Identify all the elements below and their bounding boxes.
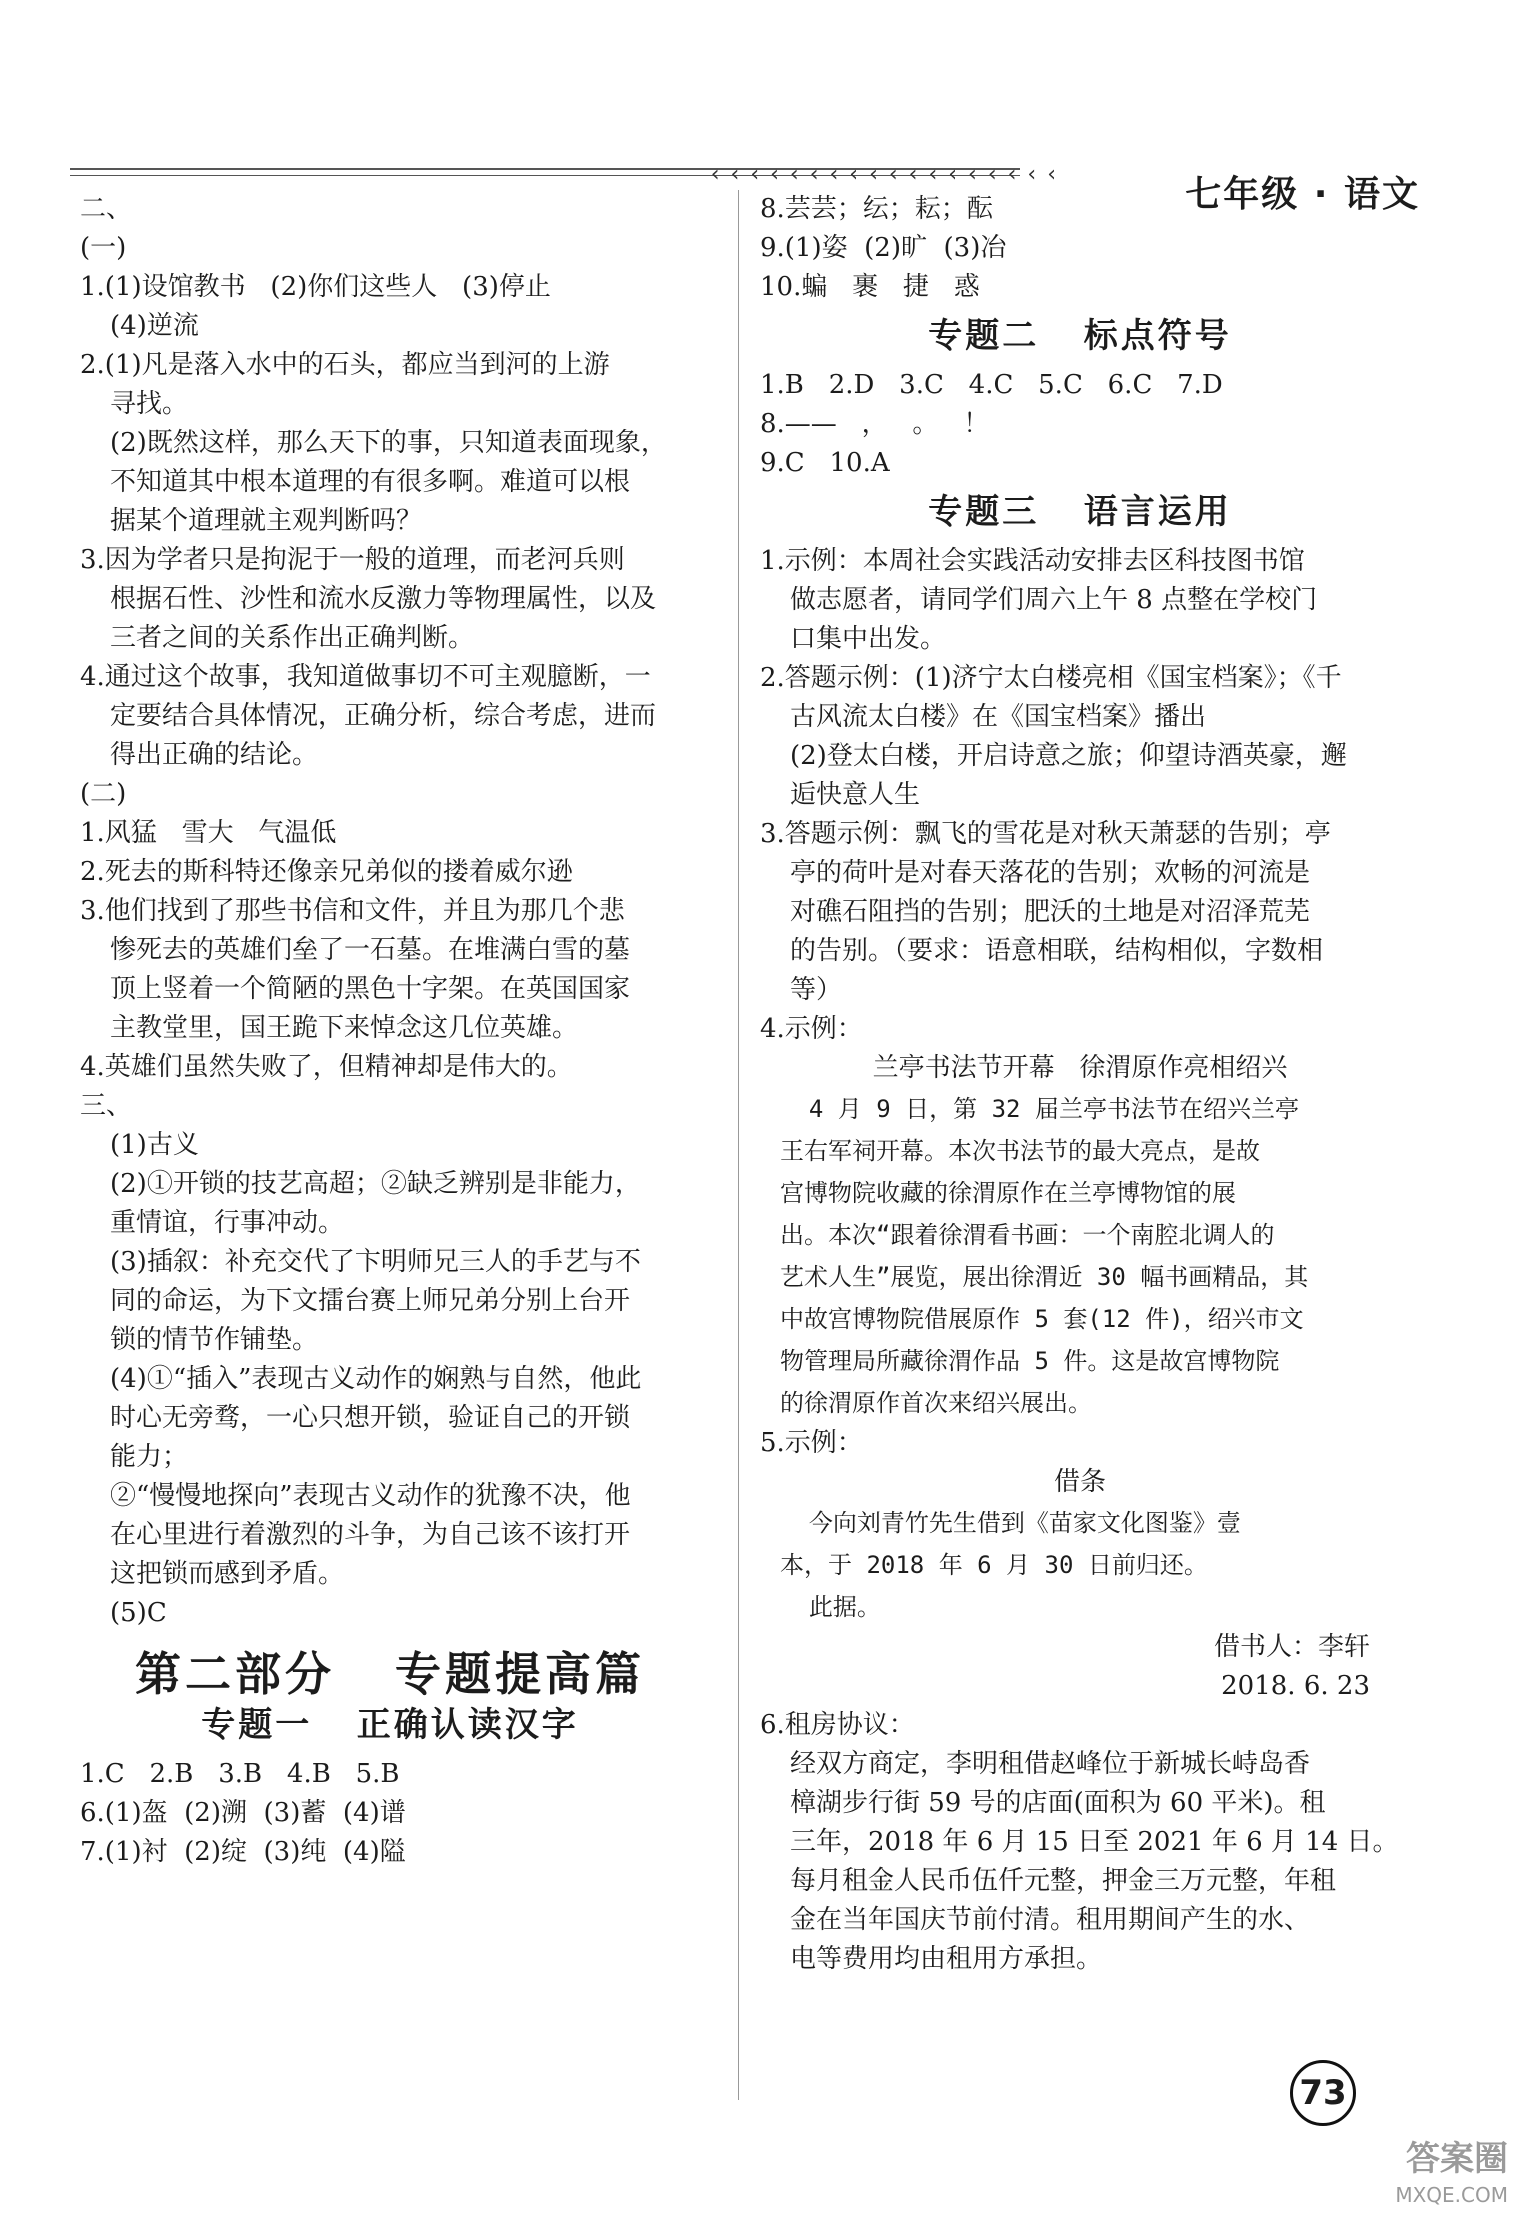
answer-line: 亭的荷叶是对春天落花的告别；欢畅的河流是 — [790, 858, 1311, 888]
answer-line: 3.因为学者只是拘泥于一般的道理，而老河兵则 — [80, 545, 625, 575]
answer-line: 的告别。（要求：语意相联，结构相似，字数相 — [790, 936, 1324, 966]
answer-line: (2)既然这样，那么天下的事，只知道表面现象， — [110, 428, 667, 458]
answer-line: 在心里进行着激烈的斗争，为自己该不该打开 — [110, 1520, 631, 1550]
answer-line: 锁的情节作铺垫。 — [110, 1325, 319, 1355]
answer-line: 不知道其中根本道理的有很多啊。难道可以根 — [110, 467, 631, 497]
news-line: 的徐渭原作首次来绍兴展出。 — [780, 1389, 1092, 1417]
watermark-url: MXQE.COM — [1395, 2183, 1508, 2207]
answer-line: 三年，2018 年 6 月 15 日至 2021 年 6 月 14 日。 — [790, 1827, 1399, 1857]
item-five-label: 5.示例： — [760, 1428, 863, 1458]
news-line: 出。本次“跟着徐渭看书画：一个南腔北调人的 — [780, 1221, 1275, 1249]
news-line: 中故宫博物院借展原作 5 套(12 件)，绍兴市文 — [780, 1305, 1304, 1333]
topic-three-heading: 专题三 语言运用 — [928, 492, 1232, 532]
answer-line: 9.(1)姿 (2)旷 (3)冶 — [760, 233, 1007, 263]
answer-line: 金在当年国庆节前付清。租用期间产生的水、 — [790, 1905, 1311, 1935]
answer-line: (1)古义 — [110, 1130, 199, 1160]
news-title: 兰亭书法节开幕 徐渭原作亮相绍兴 — [872, 1053, 1288, 1083]
answer-line: 能力； — [110, 1442, 189, 1472]
news-body — [760, 1088, 1400, 1424]
answer-line: ②“慢慢地探向”表现古义动作的犹豫不决，他 — [110, 1481, 631, 1511]
note-title: 借条 — [1053, 1467, 1106, 1497]
answer-line: (3)插叙：补充交代了卞明师兄三人的手艺与不 — [110, 1247, 641, 1277]
note-date: 2018. 6. 23 — [1221, 1671, 1370, 1701]
part-two-heading: 第二部分 专题提高篇 — [134, 1647, 646, 1701]
header-label: 七年级 · 语文 — [1185, 174, 1420, 215]
answer-line: (2)①开锁的技艺高超；②缺乏辨别是非能力， — [110, 1169, 641, 1199]
answer-line: 2.死去的斯科特还像亲兄弟似的搂着威尔逊 — [80, 857, 573, 887]
answer-line: 2.(1)凡是落入水中的石头，都应当到河的上游 — [80, 350, 610, 380]
answer-line: 6.(1)盔 (2)溯 (3)蓄 (4)谱 — [80, 1798, 406, 1828]
page-number-badge: 73 — [1290, 2060, 1356, 2126]
answer-line: 3.答题示例：飘飞的雪花是对秋天萧瑟的告别；亭 — [760, 819, 1331, 849]
answer-line: 时心无旁骛，一心只想开锁，验证自己的开锁 — [110, 1403, 631, 1433]
note-line: 此据。 — [780, 1593, 881, 1621]
answer-line: 1.(1)设馆教书 (2)你们这些人 (3)停止 — [80, 272, 551, 302]
answer-line: 据某个道理就主观判断吗？ — [110, 506, 423, 536]
answer-line: (5)C — [110, 1598, 167, 1628]
answer-line: (2)登太白楼，开启诗意之旅；仰望诗酒英豪，邂 — [790, 741, 1347, 771]
topic-one-heading: 专题一 正确认读汉字 — [201, 1705, 579, 1745]
item-six-answer — [760, 1706, 1400, 1979]
answer-line: 惨死去的英雄们垒了一石墓。在堆满白雪的墓 — [110, 935, 631, 965]
news-line: 4 月 9 日，第 32 届兰亭书法节在绍兴兰亭 — [780, 1095, 1299, 1123]
news-line: 宫博物院收藏的徐渭原作在兰亭博物馆的展 — [780, 1179, 1236, 1207]
answer-line: 8.—— ， 。 ！ — [760, 409, 990, 439]
topic-two-answers — [760, 366, 1400, 483]
answer-line: 8.芸芸；纭；耘；酝 — [760, 194, 993, 224]
right-column — [760, 190, 1400, 1979]
answer-line: 对礁石阻挡的告别；肥沃的土地是对沼泽荒芜 — [790, 897, 1311, 927]
answer-line: 4.示例： — [760, 1014, 863, 1044]
answer-line: 10.蝙 裹 捷 惑 — [760, 272, 980, 302]
answer-line: 寻找。 — [110, 389, 189, 419]
answer-line: 重情谊，行事冲动。 — [110, 1208, 345, 1238]
answer-line: 4.通过这个故事，我知道做事切不可主观臆断，一 — [80, 662, 651, 692]
topic-three-answers — [760, 542, 1400, 1049]
column-divider — [738, 190, 739, 2100]
answer-line: 9.C 10.A — [760, 448, 890, 478]
answer-line: 4.英雄们虽然失败了，但精神却是伟大的。 — [80, 1052, 573, 1082]
note-signer: 借书人：李轩 — [1213, 1632, 1370, 1662]
answer-line: (一) — [80, 233, 127, 263]
answer-line: 顶上竖着一个简陋的黑色十字架。在英国国家 — [110, 974, 631, 1004]
news-line: 物管理局所藏徐渭作品 5 件。这是故宫博物院 — [780, 1347, 1280, 1375]
answers-part-one — [80, 190, 700, 1633]
news-line: 艺术人生”展览，展出徐渭近 30 幅书画精品，其 — [780, 1263, 1309, 1291]
answer-line: 口集中出发。 — [790, 624, 947, 654]
answer-line: 逅快意人生 — [790, 780, 921, 810]
answer-line: 6.租房协议： — [760, 1710, 915, 1740]
watermark — [1395, 2141, 1508, 2213]
answer-line: 做志愿者，请同学们周六上午 8 点整在学校门 — [790, 585, 1318, 615]
answer-line: 同的命运，为下文擂台赛上师兄弟分别上台开 — [110, 1286, 631, 1316]
note-line: 本，于 2018 年 6 月 30 日前归还。 — [780, 1551, 1208, 1579]
answer-line: 2.答题示例：(1)济宁太白楼亮相《国宝档案》；《千 — [760, 663, 1342, 693]
answer-line: 古风流太白楼》在《国宝档案》播出 — [790, 702, 1207, 732]
answer-line: 1.B 2.D 3.C 4.C 5.C 6.C 7.D — [760, 370, 1223, 400]
answer-line: 1.风猛 雪大 气温低 — [80, 818, 337, 848]
answer-line: 7.(1)衬 (2)绽 (3)纯 (4)隘 — [80, 1837, 406, 1867]
answer-line: 经双方商定，李明租借赵峰位于新城长峙岛香 — [790, 1749, 1311, 1779]
answer-line: (4)逆流 — [110, 311, 199, 341]
answer-line: 得出正确的结论。 — [110, 740, 319, 770]
answer-line: 主教堂里，国王跪下来悼念这几位英雄。 — [110, 1013, 579, 1043]
answer-line: 樟湖步行街 59 号的店面(面积为 60 平米)。租 — [790, 1788, 1326, 1818]
note-line: 今向刘青竹先生借到《苗家文化图鉴》壹 — [780, 1509, 1241, 1537]
topic-two-heading: 专题二 标点符号 — [928, 316, 1232, 356]
answer-line: (二) — [80, 779, 127, 809]
answer-line: 1.C 2.B 3.B 4.B 5.B — [80, 1759, 400, 1789]
topic-one-answers — [80, 1755, 700, 1872]
answer-line: 定要结合具体情况，正确分析，综合考虑，进而 — [110, 701, 657, 731]
left-column — [80, 190, 700, 1872]
news-line: 王右军祠开幕。本次书法节的最大亮点，是故 — [780, 1137, 1260, 1165]
note-body — [760, 1502, 1400, 1628]
watermark-text: 答案圈 — [1406, 2139, 1508, 2179]
topic-one-answers-continued — [760, 190, 1400, 307]
answer-line: 这把锁而感到矛盾。 — [110, 1559, 345, 1589]
header-chevrons: ‹ ‹ ‹ ‹ ‹ ‹ ‹ ‹ ‹ ‹ ‹ ‹ ‹ ‹ ‹ ‹ ‹ ‹ — [710, 162, 1058, 187]
answer-line: 二、 — [80, 194, 133, 224]
answer-line: 每月租金人民币伍仟元整，押金三万元整，年租 — [790, 1866, 1337, 1896]
answer-line: 电等费用均由租用方承担。 — [790, 1944, 1103, 1974]
answer-line: 1.示例：本周社会实践活动安排去区科技图书馆 — [760, 546, 1305, 576]
answer-line: 根据石性、沙性和流水反激力等物理属性，以及 — [110, 584, 657, 614]
answer-line: (4)①“插入”表现古义动作的娴熟与自然，他此 — [110, 1364, 642, 1394]
answer-line: 3.他们找到了那些书信和文件，并且为那几个悲 — [80, 896, 625, 926]
answer-line: 三者之间的关系作出正确判断。 — [110, 623, 475, 653]
answer-line: 三、 — [80, 1091, 133, 1121]
answer-line: 等） — [790, 975, 843, 1005]
